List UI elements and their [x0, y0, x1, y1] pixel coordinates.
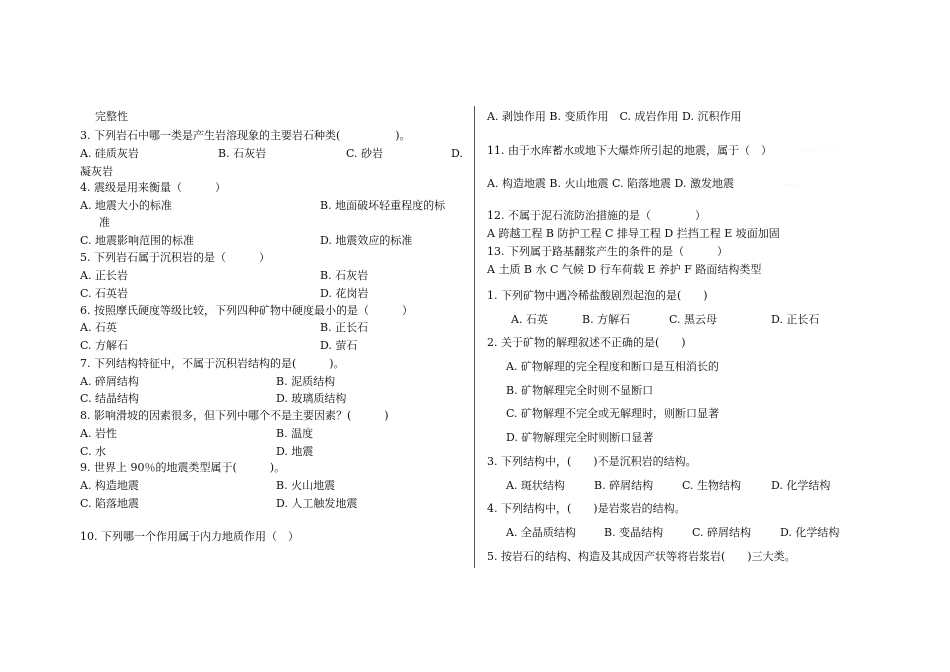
text-line: 完整性 [95, 110, 128, 123]
option-d: D. [451, 147, 463, 160]
question-7: 7. 下列结构特征中，不属于沉积岩结构的是( )。 [80, 357, 345, 370]
option-d: D. 正长石 [771, 313, 820, 326]
option-b: B. 碎屑结构 [594, 479, 654, 492]
faint-watermark-2: · · · · · · · · [765, 180, 813, 191]
question-10-options: A. 剥蚀作用 B. 变质作用 C. 成岩作用 D. 沉积作用 [487, 110, 742, 123]
question-12: 12. 不属于泥石流防治措施的是（ ） [487, 209, 706, 222]
option-b: B. 石灰岩 [218, 147, 267, 160]
option-a: A. 地震大小的标准 [80, 199, 172, 212]
option-d: D. 化学结构 [771, 479, 831, 492]
option-b: B. 变晶结构 [604, 526, 664, 539]
option-c: C. 方解石 [80, 339, 129, 352]
option-d: D. 地震效应的标准 [320, 234, 413, 247]
faint-watermark-1: · · · · · · [800, 146, 835, 157]
option-a: A. 硅质灰岩 [80, 147, 139, 160]
text-line: 凝灰岩 [80, 165, 113, 178]
option-c: C. 陷落地震 [80, 497, 140, 510]
question-10: 10. 下列哪一个作用属于内力地质作用（ ） [80, 530, 299, 543]
option-a: A. 石英 [80, 321, 117, 334]
option-c: C. 水 [80, 445, 107, 458]
question-3: 3. 下列岩石中哪一类是产生岩溶现象的主要岩石种类( )。 [80, 129, 411, 142]
option-c: C. 地震影响范围的标准 [80, 234, 195, 247]
option-c: C. 碎屑结构 [692, 526, 752, 539]
option-d: D. 化学结构 [780, 526, 840, 539]
option-b: B. 方解石 [582, 313, 631, 326]
text-line: 准 [99, 216, 110, 229]
option-a: A. 碎屑结构 [80, 375, 139, 388]
question-3-right: 3. 下列结构中，( )不是沉积岩的结构。 [487, 455, 697, 468]
question-11: 11. 由于水库蓄水或地下大爆炸所引起的地震，属于（ ） [487, 144, 772, 157]
option-b: B. 矿物解理完全时则不显断口 [506, 384, 654, 397]
option-b: B. 正长石 [320, 321, 369, 334]
option-d: D. 人工触发地震 [276, 497, 358, 510]
option-d: D. 地震 [276, 445, 314, 458]
question-1: 1. 下列矿物中遇冷稀盐酸剧烈起泡的是( ) [487, 289, 708, 302]
option-b: B. 地面破坏轻重程度的标 [320, 199, 446, 212]
option-d: D. 玻璃质结构 [276, 392, 347, 405]
divider-line [474, 106, 475, 568]
question-4: 4. 震级是用来衡量（ ） [80, 181, 226, 194]
option-a: A. 矿物解理的完全程度和断口是互相消长的 [506, 360, 719, 373]
option-b: B. 火山地震 [276, 479, 336, 492]
question-8: 8. 影响滑坡的因素很多，但下列中哪个不是主要因素？( ) [80, 409, 389, 422]
option-c: C. 砂岩 [346, 147, 384, 160]
question-6: 6. 按照摩氏硬度等级比较，下列四种矿物中硬度最小的是（ ） [80, 304, 413, 317]
option-a: A. 石英 [511, 313, 548, 326]
option-d: D. 萤石 [320, 339, 358, 352]
option-d: D. 矿物解理完全时则断口显著 [506, 431, 654, 444]
question-2: 2. 关于矿物的解理叙述不正确的是( ) [487, 336, 686, 349]
question-12-options: A 跨越工程 B 防护工程 C 排导工程 D 拦挡工程 E 坡面加固 [487, 227, 780, 240]
option-a: A. 全晶质结构 [506, 526, 576, 539]
option-b: B. 温度 [276, 427, 314, 440]
option-c: C. 石英岩 [80, 287, 129, 300]
question-11-options: A. 构造地震 B. 火山地震 C. 陷落地震 D. 激发地震 [487, 177, 734, 190]
option-a: A. 构造地震 [80, 479, 139, 492]
option-a: A. 岩性 [80, 427, 117, 440]
question-5: 5. 下列岩石属于沉积岩的是（ ） [80, 251, 270, 264]
option-c: C. 黑云母 [669, 313, 718, 326]
question-5-right: 5. 按岩石的结构、构造及其成因产状等将岩浆岩( )三大类。 [487, 550, 796, 563]
question-13-options: A 土质 B 水 C 气候 D 行车荷载 E 养护 F 路面结构类型 [487, 263, 762, 276]
option-d: D. 花岗岩 [320, 287, 369, 300]
option-a: A. 正长岩 [80, 269, 128, 282]
question-13: 13. 下列属于路基翻浆产生的条件的是（ ） [487, 245, 728, 258]
option-c: C. 结晶结构 [80, 392, 140, 405]
option-b: B. 石灰岩 [320, 269, 369, 282]
question-9: 9. 世界上 90％的地震类型属于( )。 [80, 461, 286, 474]
option-c: C. 生物结构 [682, 479, 742, 492]
question-4-right: 4. 下列结构中，( )是岩浆岩的结构。 [487, 502, 686, 515]
option-b: B. 泥质结构 [276, 375, 336, 388]
option-c: C. 矿物解理不完全或无解理时，则断口显著 [506, 407, 720, 420]
option-a: A. 斑状结构 [506, 479, 565, 492]
